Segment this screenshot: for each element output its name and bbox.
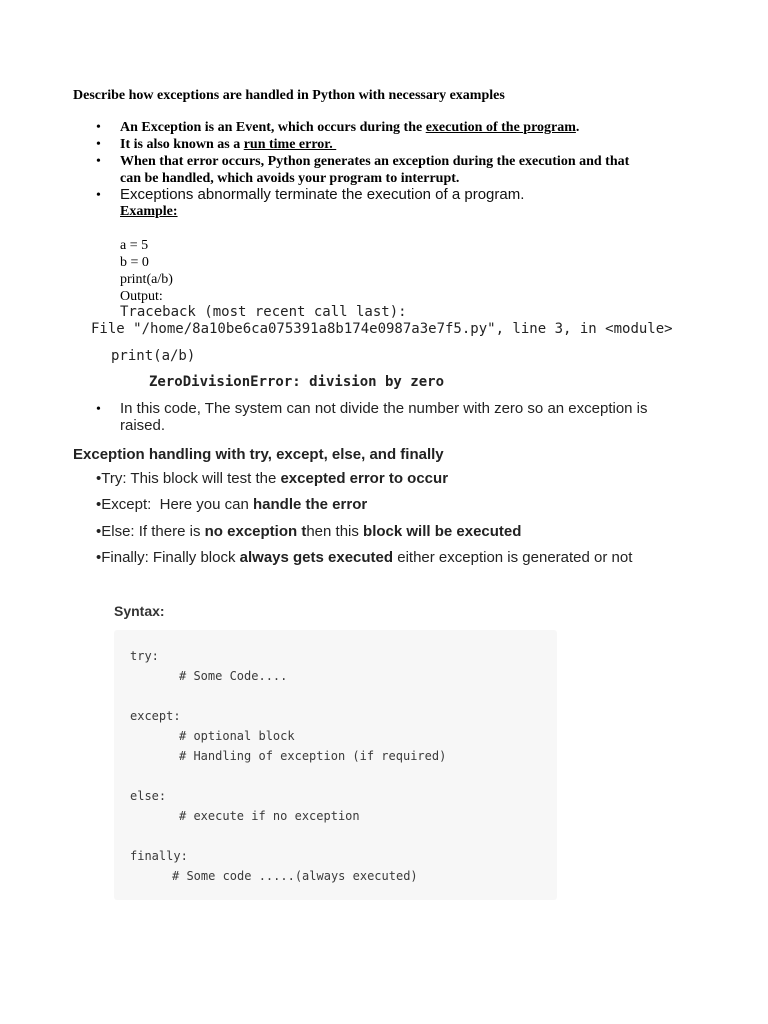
finally-text-end: either exception is generated or not bbox=[393, 549, 633, 566]
example-code-line: b = 0 bbox=[120, 255, 149, 270]
bullet-error-occurs-line2: can be handled, which avoids your program to interrupt. bbox=[120, 171, 460, 186]
explanation-line1: In this code, The system can not divide the number with zero so an exception is bbox=[120, 400, 648, 417]
finally-description bbox=[96, 549, 632, 567]
code-comment: # Some Code.... bbox=[179, 669, 288, 683]
bullet-marker: • bbox=[96, 188, 101, 203]
traceback-header: Traceback (most recent call last): bbox=[120, 304, 407, 320]
example-code-line: a = 5 bbox=[120, 238, 149, 253]
code-keyword-finally: finally: bbox=[130, 849, 188, 863]
except-description bbox=[96, 496, 367, 514]
code-comment: # Handling of exception (if required) bbox=[179, 749, 447, 763]
finally-emphasis: always gets executed bbox=[239, 549, 394, 566]
bullet-text: It is also known as a bbox=[120, 137, 244, 152]
code-comment: # execute if no exception bbox=[179, 809, 360, 823]
output-label: Output: bbox=[120, 289, 163, 304]
traceback-source-line: print(a/b) bbox=[111, 348, 196, 364]
bullet-run-time-error bbox=[120, 136, 336, 153]
code-keyword-try: try: bbox=[130, 649, 159, 663]
else-text: •Else: If there is bbox=[96, 523, 205, 540]
example-heading: Example: bbox=[120, 204, 178, 219]
bullet-error-occurs-line1: When that error occurs, Python generates an exception during the execution and that bbox=[120, 154, 630, 169]
underlined-phrase: execution of the program bbox=[425, 120, 576, 135]
section-heading: Exception handling with try, except, else, and finally bbox=[73, 446, 444, 463]
except-emphasis: handle the error bbox=[253, 496, 368, 513]
else-text-mid: hen this bbox=[306, 523, 364, 540]
bullet-marker: • bbox=[96, 137, 101, 152]
bullet-marker: • bbox=[96, 402, 101, 417]
example-code-line: print(a/b) bbox=[120, 272, 173, 287]
try-description bbox=[96, 470, 448, 488]
explanation-line2: raised. bbox=[120, 417, 166, 434]
traceback-file-line: File "/home/8a10be6ca075391a8b174e0987a3e7f5.py", line 3, in <module> bbox=[91, 321, 673, 337]
underlined-phrase: run time error. bbox=[243, 137, 337, 152]
else-description bbox=[96, 523, 521, 541]
else-emphasis-2: block will be executed bbox=[363, 523, 522, 540]
bullet-exception-event bbox=[120, 119, 579, 136]
code-comment: # optional block bbox=[179, 729, 295, 743]
bullet-marker: • bbox=[96, 120, 101, 135]
bullet-text-end: . bbox=[575, 120, 580, 135]
try-text: •Try: This block will test the bbox=[96, 470, 281, 487]
syntax-code-block bbox=[114, 630, 557, 900]
else-emphasis: no exception t bbox=[204, 523, 307, 540]
code-keyword-else: else: bbox=[130, 789, 167, 803]
try-emphasis: excepted error to occur bbox=[280, 470, 449, 487]
finally-text: •Finally: Finally block bbox=[96, 549, 240, 566]
code-keyword-except: except: bbox=[130, 709, 181, 723]
syntax-label: Syntax: bbox=[114, 603, 165, 619]
except-text: •Except: Here you can bbox=[96, 496, 253, 513]
error-message: ZeroDivisionError: division by zero bbox=[149, 374, 445, 390]
code-comment: # Some code .....(always executed) bbox=[172, 869, 418, 883]
bullet-text: An Exception is an Event, which occurs during the bbox=[120, 120, 426, 135]
page-title: Describe how exceptions are handled in Python with necessary examples bbox=[73, 88, 505, 103]
bullet-abnormal-termination: Exceptions abnormally terminate the execution of a program. bbox=[120, 186, 525, 203]
bullet-marker: • bbox=[96, 154, 101, 169]
